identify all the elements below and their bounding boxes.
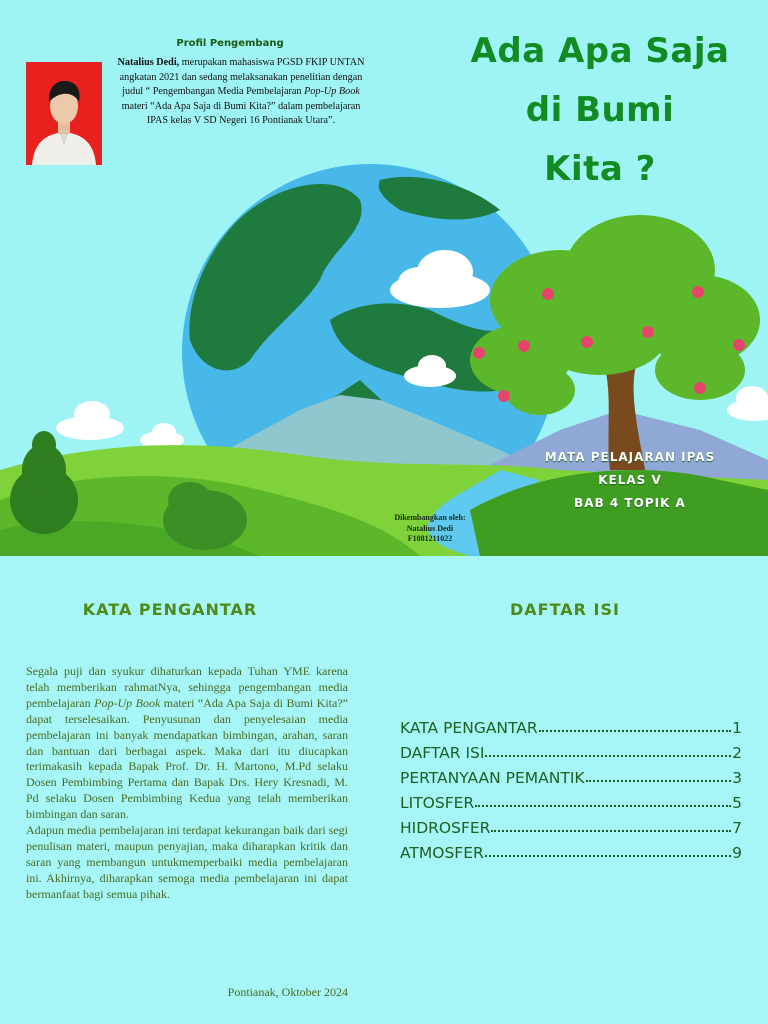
toc-item-daftar-isi[interactable]: DAFTAR ISI 2 xyxy=(400,744,742,762)
foreword-paragraph-2: Adapun media pembelajaran ini terdapat kekurangan baik dari segi penulisan materi, maupun penyajian, maka diharapkan kritik dan saran yang membangun untukmemperbaiki media pembelajaran ini. Akhirnya, diharapkan semoga media pembelajaran ini dapat bermanfaat bagi semua pihak. xyxy=(26,823,348,901)
foreword-title: KATA PENGANTAR xyxy=(82,600,258,619)
toc-item-kata-pengantar[interactable]: KATA PENGANTAR 1 xyxy=(400,719,742,737)
toc-title: DAFTAR ISI xyxy=(510,600,620,619)
toc-item-atmosfer[interactable]: ATMOSFER 9 xyxy=(400,844,742,862)
pine-bush xyxy=(10,431,78,534)
table-of-contents xyxy=(400,712,742,862)
cloud-4 xyxy=(140,423,184,449)
toc-item-litosfer[interactable]: LITOSFER 5 xyxy=(400,794,742,812)
cloud-3 xyxy=(56,401,124,440)
foreword-signature: Pontianak, Oktober 2024 xyxy=(227,985,348,999)
toc-item-pertanyaan-pemantik[interactable]: PERTANYAAN PEMANTIK 3 xyxy=(400,769,742,787)
developer-name: Natalius Dedi, xyxy=(117,57,180,68)
book-title: Ada Apa Saja di Bumi Kita ? xyxy=(470,31,730,189)
developer-photo xyxy=(26,62,102,165)
subject-info: MATA PELAJARAN IPAS KELAS V BAB 4 TOPIK A xyxy=(544,450,716,510)
profile-heading: Profil Pengembang xyxy=(176,38,284,49)
foreword-body xyxy=(26,664,348,903)
developer-credit: Dikembangkan oleh: Natalius Dedi F1081211022 xyxy=(394,513,466,543)
cloud-5 xyxy=(727,386,768,421)
foreword-paragraph-1: Segala puji dan syukur dihaturkan kepada Tuhan YME karena telah memberikan rahmatNya, sehingga pengembangan media pembelajaran Pop-Up Book materi “Ada Apa Saja di Bumi Kita?” dapat terselesaikan. Penyusunan dan penyelesaian media pembelajaran ini banyak mendapatkan bimbingan, arahan, saran dan bantuan dari berbagai aspek. Maka dari itu diucapkan terimakasih kepada Bapak Prof. Dr. H. Martono, M.Pd selaku Dosen Pembimbing Pertama dan Bapak Drs. Hery Kresnadi, M. Pd selaku Dosen Pembimbing Kedua yang telah memberikan bimbingan dan saran. xyxy=(26,664,348,822)
profile-description: Natalius Dedi, merupakan mahasiswa PGSD FKIP UNTAN angkatan 2021 dan sedang melaksanakan penelitian dengan judul “ Pengembangan Media Pembelajaran Pop-Up Book materi “Ada Apa Saja di Bumi Kita?” dalam pembelajaran IPAS kelas V SD Negeri 16 Pontianak Utara”. xyxy=(117,57,365,127)
toc-item-hidrosfer[interactable]: HIDROSFER 7 xyxy=(400,819,742,837)
